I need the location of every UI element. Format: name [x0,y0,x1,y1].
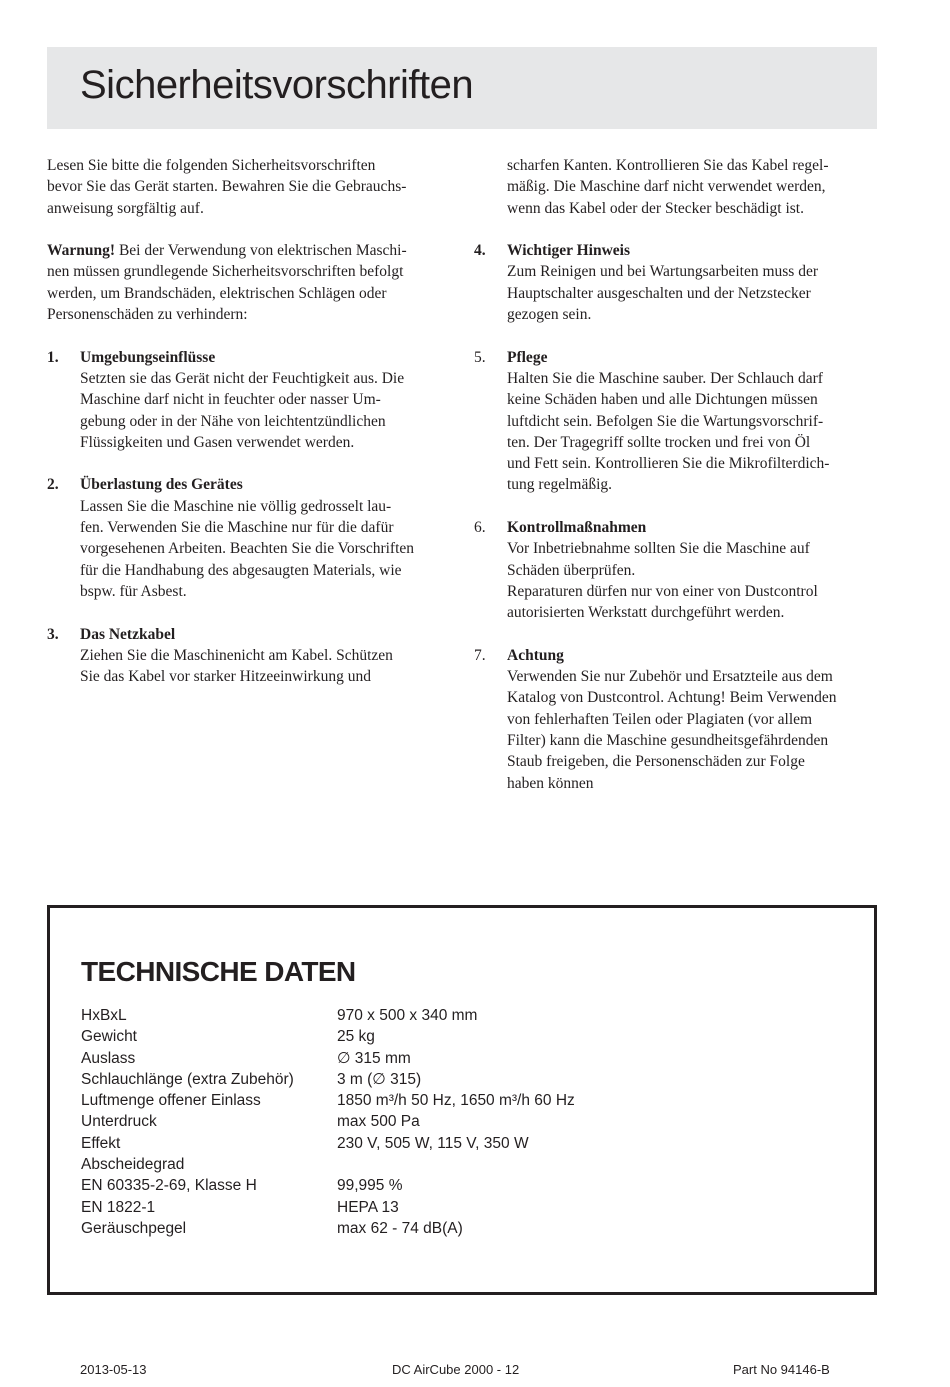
footer-part-number: Part No 94146-B [733,1362,830,1377]
item-line: Maschine darf nicht in feuchter oder nasser Um- [80,391,381,409]
safety-item-1 [47,347,452,453]
item-line: und Fett sein. Kontrollieren Sie die Mikrofilterdich- [507,455,830,473]
footer-page: DC AirCube 2000 - 12 [392,1362,520,1377]
item-number: 2. [47,476,59,494]
spec-label: HxBxL [81,1007,127,1024]
item-line: für die Handhabung des abgesaugten Materials, wie [80,561,402,579]
item-line: Verwenden Sie nur Zubehör und Ersatzteile aus dem [507,668,833,686]
technical-data-table [81,1005,575,1239]
item-heading: Achtung [507,646,564,664]
spec-label: EN 60335-2-69, Klasse H [81,1177,257,1195]
spec-value: 3 m (∅ 315) [337,1070,422,1088]
spec-value: 230 V, 505 W, 115 V, 350 W [337,1134,529,1152]
item-number: 5. [474,348,486,366]
item-body [507,517,884,623]
spec-row [81,1197,575,1218]
spec-label: Geräuschpegel [81,1219,187,1237]
intro-line: Lesen Sie bitte die folgenden Sicherheitsvorschriften [47,157,376,174]
page-title: Sicherheitsvorschriften [80,63,474,107]
item-line: Ziehen Sie die Maschinenicht am Kabel. Schützen [80,646,393,664]
item-body [507,240,884,325]
spec-value: max 500 Pa [337,1113,420,1131]
item-line: Lassen Sie die Maschine nie völlig gedrosselt lau- [80,497,392,515]
technical-data-title: TECHNISCHE DATEN [81,956,356,987]
spec-row [81,1069,575,1090]
spec-label: Auslass [81,1049,136,1067]
spec-label: Gewicht [81,1028,137,1046]
item-line: Katalog von Dustcontrol. Achtung! Beim Verwenden [507,689,837,707]
continuation-line: mäßig. Die Maschine darf nicht verwendet werden, [507,178,826,196]
item-line: keine Schäden haben und alle Dichtungen müssen [507,391,818,409]
continuation-line: scharfen Kanten. Kontrollieren Sie das Kabel regel- [507,157,829,174]
spec-row [81,1111,575,1132]
item-line: haben können [507,774,594,792]
item-line: Filter) kann die Maschine gesundheitsgefährdenden [507,732,829,750]
item-number: 7. [474,646,486,664]
spec-row [81,1048,575,1069]
spec-value: 99,995 % [337,1177,403,1195]
item-line: Setzten sie das Gerät nicht der Feuchtigkeit aus. Die [80,369,405,387]
warning-paragraph [47,240,452,325]
technical-data-box [47,905,877,1295]
item-line: vorgesehenen Arbeiten. Beachten Sie die Vorschriften [80,540,415,558]
item-line: Flüssigkeiten und Gasen verwendet werden. [80,433,355,451]
spec-label: Abscheidegrad [81,1156,185,1174]
item-line: Staub freigeben, die Personenschäden zur Folge [507,753,805,771]
warning-line: Personenschäden zu verhindern: [47,306,248,324]
warning-text: Bei der Verwendung von elektrischen Maschi- [115,242,407,260]
intro-paragraph [47,155,452,219]
item-line: Zum Reinigen und bei Wartungsarbeiten muss der [507,263,818,281]
item-line: Sie das Kabel vor starker Hitzeeinwirkung und [80,668,371,686]
item-number: 6. [474,519,486,537]
item-line: Vor Inbetriebnahme sollten Sie die Maschine auf [507,540,810,558]
item-line: Schäden überprüfen. [507,561,636,579]
item-body [507,645,884,794]
spec-label: Effekt [81,1134,121,1152]
spec-value: 1850 m³/h 50 Hz, 1650 m³/h 60 Hz [337,1092,575,1110]
safety-item-3 [47,624,452,688]
safety-item-6 [474,517,884,623]
item-body [80,624,452,688]
item-heading: Umgebungseinflüsse [80,348,216,366]
spec-row [81,1026,575,1047]
spec-label: Unterdruck [81,1113,157,1131]
item-heading: Überlastung des Gerätes [80,476,243,494]
spec-value: HEPA 13 [337,1198,399,1216]
item-line: Reparaturen dürfen nur von einer von Dustcontrol [507,582,818,600]
item-body [80,474,452,602]
intro-line: anweisung sorgfältig auf. [47,199,204,217]
item-line: Halten Sie die Maschine sauber. Der Schlauch darf [507,369,823,387]
item-line: gezogen sein. [507,306,592,324]
footer-date: 2013-05-13 [80,1362,147,1377]
item-line: gebung oder in der Nähe von leichtentzündlichen [80,412,386,430]
spec-value: ∅ 315 mm [337,1049,411,1067]
item-line: autorisierten Werkstatt durchgeführt werden. [507,604,785,622]
safety-item-2 [47,474,452,602]
spec-row [81,1090,575,1111]
item-body [507,347,884,496]
item-line: Hauptschalter ausgeschalten und der Netzstecker [507,284,811,302]
item-body [80,347,452,453]
item-number: 4. [474,242,486,260]
spec-label: Schlauchlänge (extra Zubehör) [81,1070,294,1088]
continuation-paragraph [474,155,884,219]
item-heading: Pflege [507,348,548,366]
continuation-line: wenn das Kabel oder der Stecker beschädigt ist. [507,199,804,217]
spec-row [81,1133,575,1154]
item-heading: Wichtiger Hinweis [507,242,630,260]
warning-line: nen müssen grundlegende Sicherheitsvorschriften befolgt [47,263,404,281]
title-bar [47,47,877,129]
right-column [474,155,884,815]
item-line: von fehlerhaften Teilen oder Plagiaten (vor allem [507,710,813,728]
item-line: bspw. für Asbest. [80,582,187,600]
safety-item-5 [474,347,884,496]
spec-row [81,1154,575,1175]
spec-row [81,1175,575,1196]
item-heading: Das Netzkabel [80,625,176,643]
warning-label: Warnung! [47,242,116,260]
spec-label: Luftmenge offener Einlass [81,1092,261,1110]
item-line: tung regelmäßig. [507,476,613,494]
item-line: ten. Der Tragegriff sollte trocken und frei von Öl [507,433,811,451]
spec-value: 25 kg [337,1028,375,1046]
safety-item-7 [474,645,884,794]
spec-value: 970 x 500 x 340 mm [337,1007,478,1024]
spec-row [81,1218,575,1239]
intro-line: bevor Sie das Gerät starten. Bewahren Sie die Gebrauchs- [47,178,407,196]
warning-line: werden, um Brandschäden, elektrischen Schlägen oder [47,284,387,302]
warning-line [47,240,452,261]
safety-item-4 [474,240,884,325]
item-heading: Kontrollmaßnahmen [507,519,647,537]
spec-value: max 62 - 74 dB(A) [337,1219,463,1237]
item-line: fen. Verwenden Sie die Maschine nur für die dafür [80,519,394,537]
spec-row [81,1005,575,1026]
left-column [47,155,452,709]
item-number: 3. [47,625,59,643]
spec-label: EN 1822-1 [81,1198,156,1216]
item-line: luftdicht sein. Befolgen Sie die Wartungsvorschrif- [507,412,824,430]
item-number: 1. [47,348,59,366]
